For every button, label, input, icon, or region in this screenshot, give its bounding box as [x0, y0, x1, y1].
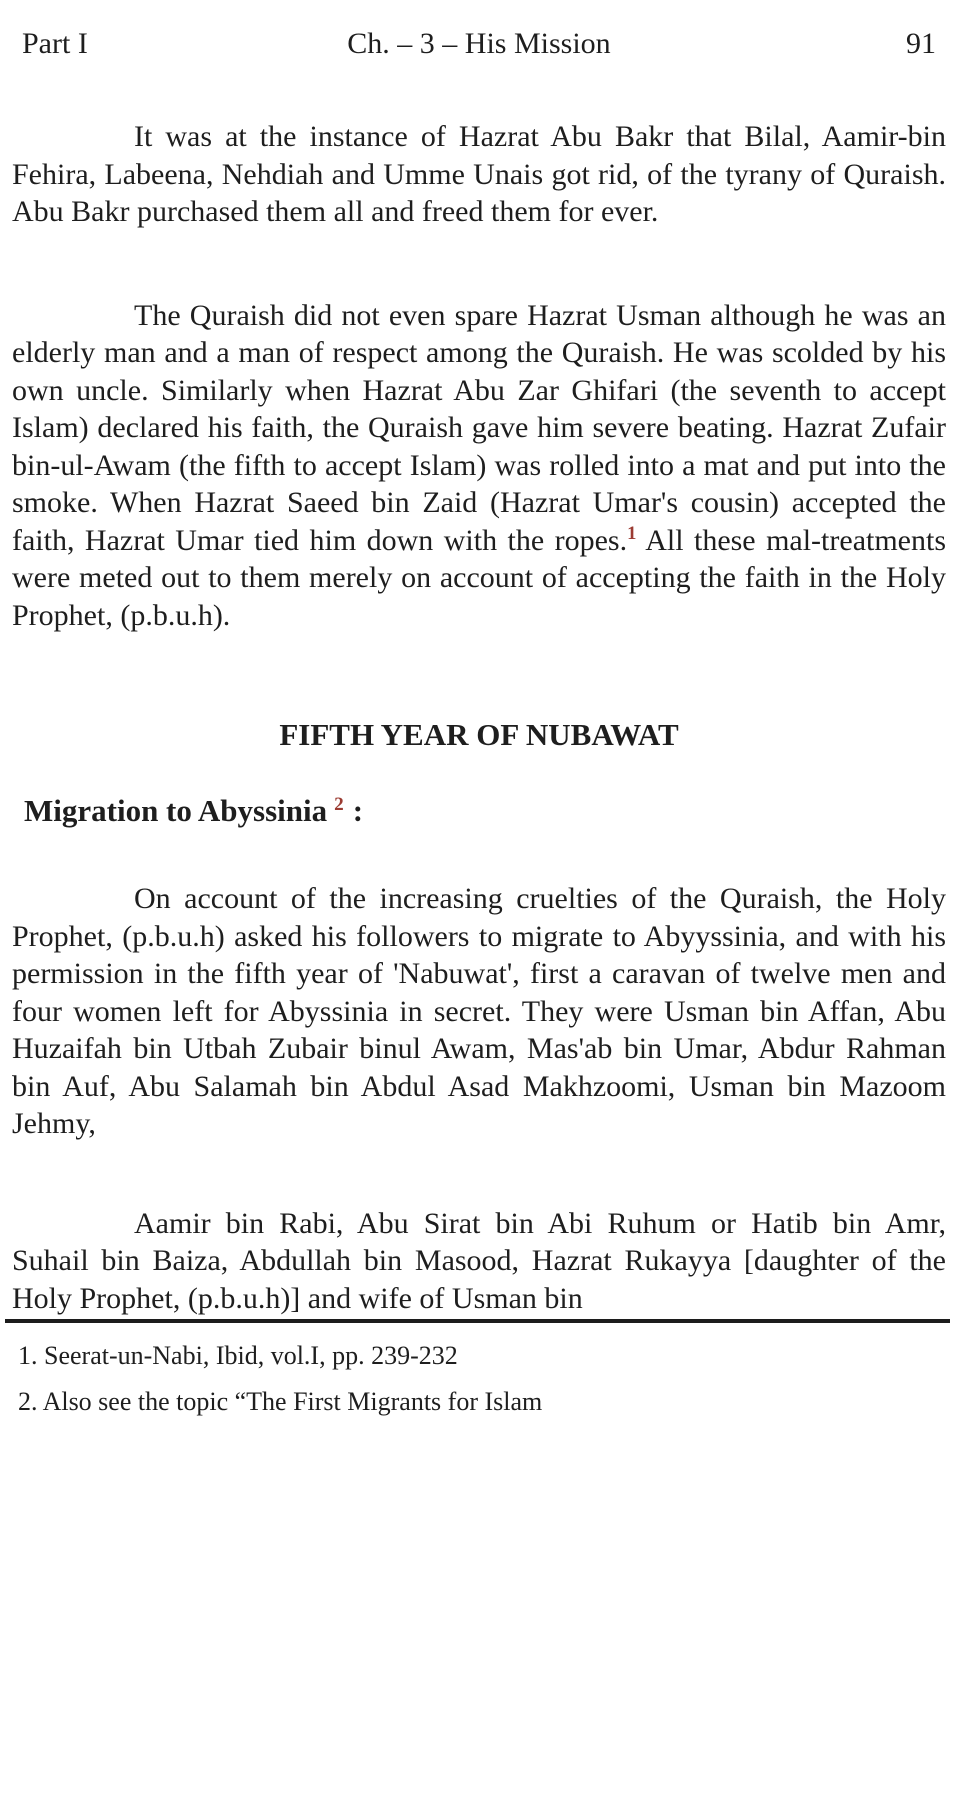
footnote-ref-1: 1 [627, 522, 637, 544]
paragraph-migrants-list-continued: Aamir bin Rabi, Abu Sirat bin Abi Ruhum or Hatib bin Amr, Suhail bin Baiza, Abdullah bin Masood, Hazrat Rukayya [daughter of the Holy Prophet, (p.b.u.h)] and wife of Usman bin [12, 1206, 946, 1315]
paragraph-text: The Quraish did not even spare Hazrat Usman although he was an elderly man and a man of respect among the Quraish. He was scolded by his own uncle. Similarly when Hazrat Abu Zar Ghifari (the seventh to accept Islam) declared his faith, the Quraish gave him severe beating. Hazrat Zufair bin-ul-Awam (the fifth to accept Islam) was rolled into a mat and put into the smoke. When Hazrat Saeed bin Zaid (Hazrat Umar's cousin) accepted the faith, Hazrat Umar tied him down with the ropes. [12, 298, 946, 557]
running-header [0, 0, 960, 62]
header-part-label: Part I [22, 27, 88, 60]
paragraph-text: All these mal-treatments were meted out to them merely on account of accepting the faith in the Holy Prophet, (p.b.u.h). [12, 523, 946, 632]
paragraph-abu-bakr-freed-slaves: It was at the instance of Hazrat Abu Bakr that Bilal, Aamir-bin Fehira, Labeena, Nehdiah and Umme Unais got rid, of the tyrany of Quraish. Abu Bakr purchased them all and freed them for ever. [12, 120, 946, 228]
subsection-heading-migration-to-abyssinia [24, 792, 932, 830]
section-heading-fifth-year-of-nubawat: FIFTH YEAR OF NUBAWAT [279, 717, 679, 752]
paragraph-first-caravan-to-abyssinia: On account of the increasing cruelties of the Quraish, the Holy Prophet, (p.b.u.h) asked his followers to migrate to Abyyssinia, and with his permission in the fifth year of 'Nabuwat', first a caravan of twelve men and four women left for Abyssinia in secret. They were Usman bin Affan, Abu Huzaifah bin Utbah Zubair binul Awam, Mas'ab bin Umar, Abdur Rahman bin Auf, Abu Salamah bin Abdul Asad Makhzoomi, Usman bin Mazoom Jehmy, [12, 882, 946, 1140]
footnote-1: 1. Seerat-un-Nabi, Ibid, vol.I, pp. 239-232 [18, 1341, 458, 1370]
header-page-number: 91 [906, 27, 936, 60]
paragraph-quraish-maltreatments [12, 297, 946, 635]
footnote-separator-rule [5, 1319, 950, 1323]
subsection-colon: : [352, 793, 364, 828]
footnote-2: 2. Also see the topic “The First Migrants for Islam [18, 1387, 543, 1416]
subsection-title-text: Migration to Abyssinia [24, 793, 328, 828]
page-body [12, 118, 946, 1317]
footnotes-section [18, 1339, 940, 1418]
footnote-ref-2: 2 [334, 793, 344, 815]
header-chapter-title: Ch. – 3 – His Mission [347, 27, 611, 60]
